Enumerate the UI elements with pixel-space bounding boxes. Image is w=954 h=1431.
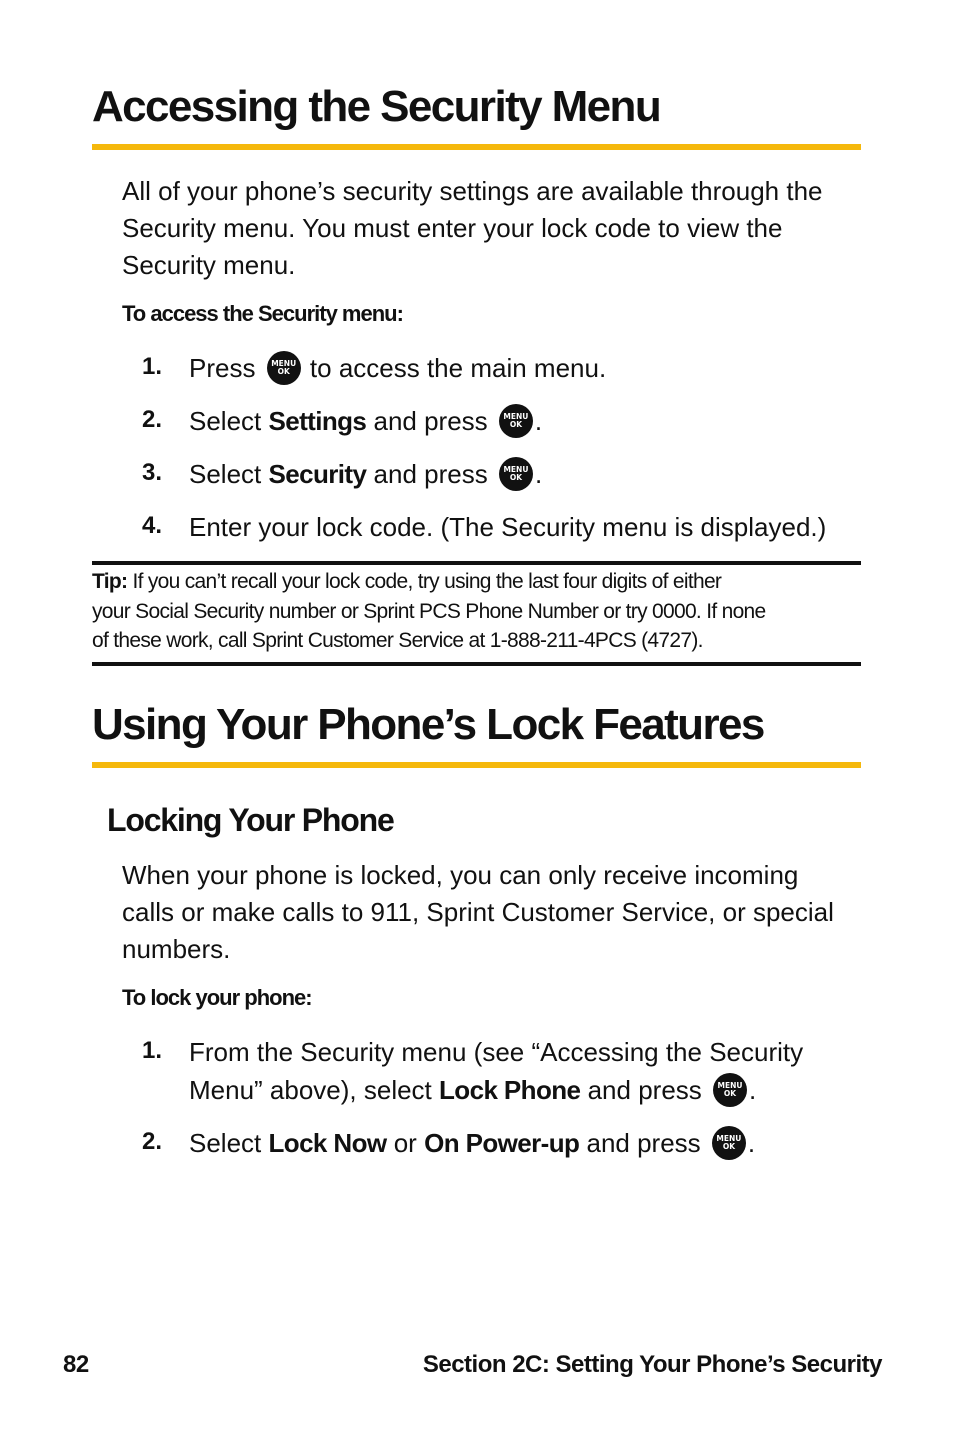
step-text-part: Select (189, 405, 269, 436)
key-label-ok: OK (723, 1089, 737, 1098)
step-text-part: and press (580, 1074, 710, 1105)
locking-intro-paragraph (122, 857, 834, 968)
key-label-ok: OK (277, 367, 290, 376)
page-title-accessing-security-menu: Accessing the Security Menu (92, 82, 661, 131)
menu-ok-key-icon (499, 457, 533, 491)
lock-step-1-line-1: From the Security menu (see “Accessing the Security (189, 1036, 804, 1067)
tip-line: If you can’t recall your lock code, try using the last four digits of either (127, 570, 722, 593)
step-number: 3. (142, 459, 163, 486)
page-title-lock-features: Using Your Phone’s Lock Features (92, 700, 764, 749)
menu-ok-key-icon (499, 404, 533, 438)
menu-ok-key-icon (712, 1126, 746, 1160)
step-text-part: Select (189, 1127, 269, 1158)
key-label-menu: MENU (717, 1081, 743, 1090)
step-text-part: and press (579, 1127, 708, 1158)
step-number: 1. (142, 353, 163, 380)
lock-step-1-line-2 (189, 1071, 756, 1109)
key-label-ok: OK (509, 473, 523, 482)
step-number: 2. (142, 1128, 163, 1155)
step-2-text (189, 402, 542, 440)
intro-line: All of your phone’s security settings are available through the (122, 176, 823, 206)
step-text-part: or (386, 1127, 425, 1158)
menu-item-lock-phone: Lock Phone (439, 1074, 581, 1105)
step-number: 4. (142, 512, 163, 539)
menu-item-settings: Settings (268, 405, 367, 436)
lock-step-2-text (189, 1124, 755, 1162)
title-underline-rule (92, 762, 861, 768)
step-text-part: and press (366, 405, 495, 436)
tip-bottom-rule (92, 662, 861, 666)
step-1-text (189, 349, 606, 387)
key-label-menu: MENU (503, 465, 529, 474)
step-3-text (189, 455, 542, 493)
step-number: 2. (142, 406, 163, 433)
tip-label: Tip: (92, 570, 128, 593)
intro-line: calls or make calls to 911, Sprint Customer Service, or special (122, 897, 834, 927)
procedure-label-access-security: To access the Security menu: (122, 301, 403, 326)
page-number: 82 (63, 1351, 89, 1378)
intro-line: Security menu. (122, 250, 296, 280)
intro-line: When your phone is locked, you can only receive incoming (122, 860, 799, 890)
menu-item-on-power-up: On Power-up (424, 1127, 580, 1158)
step-text-part: . (534, 405, 543, 436)
intro-line: numbers. (122, 934, 231, 964)
key-label-ok: OK (509, 420, 522, 429)
step-4-text: Enter your lock code. (The Security menu is displayed.) (189, 511, 827, 542)
key-label-menu: MENU (503, 412, 529, 421)
tip-line: of these work, call Sprint Customer Service at 1-888-211-4PCS (4727). (92, 629, 703, 652)
key-label-menu: MENU (271, 359, 297, 368)
step-text-part: Press (189, 352, 263, 383)
procedure-label-lock-phone: To lock your phone: (122, 985, 312, 1010)
step-text-part: . (534, 458, 543, 489)
step-text-part: Select (189, 458, 269, 489)
security-intro-paragraph (122, 173, 823, 284)
step-text-part: Menu” above), select (189, 1074, 440, 1105)
menu-ok-key-icon (713, 1073, 747, 1107)
step-text-part: to access the main menu. (302, 352, 607, 383)
tip-line: your Social Security number or Sprint PCS Phone Number or try 0000. If none (92, 599, 766, 623)
menu-item-security: Security (268, 458, 367, 489)
step-text-part: . (747, 1127, 756, 1158)
intro-line: Security menu. You must enter your lock code to view the (122, 213, 783, 243)
step-number: 1. (142, 1037, 163, 1064)
tip-top-rule (92, 561, 861, 565)
menu-ok-key-icon (267, 351, 301, 385)
key-label-menu: MENU (716, 1134, 742, 1143)
key-label-ok: OK (722, 1142, 735, 1151)
subsection-title-locking-phone: Locking Your Phone (107, 802, 394, 838)
title-underline-rule (92, 144, 861, 150)
step-text-part: and press (366, 458, 495, 489)
step-text-part: . (749, 1074, 757, 1105)
menu-item-lock-now: Lock Now (268, 1127, 387, 1158)
tip-box (92, 567, 861, 656)
footer-section-label: Section 2C: Setting Your Phone’s Security (422, 1351, 882, 1378)
